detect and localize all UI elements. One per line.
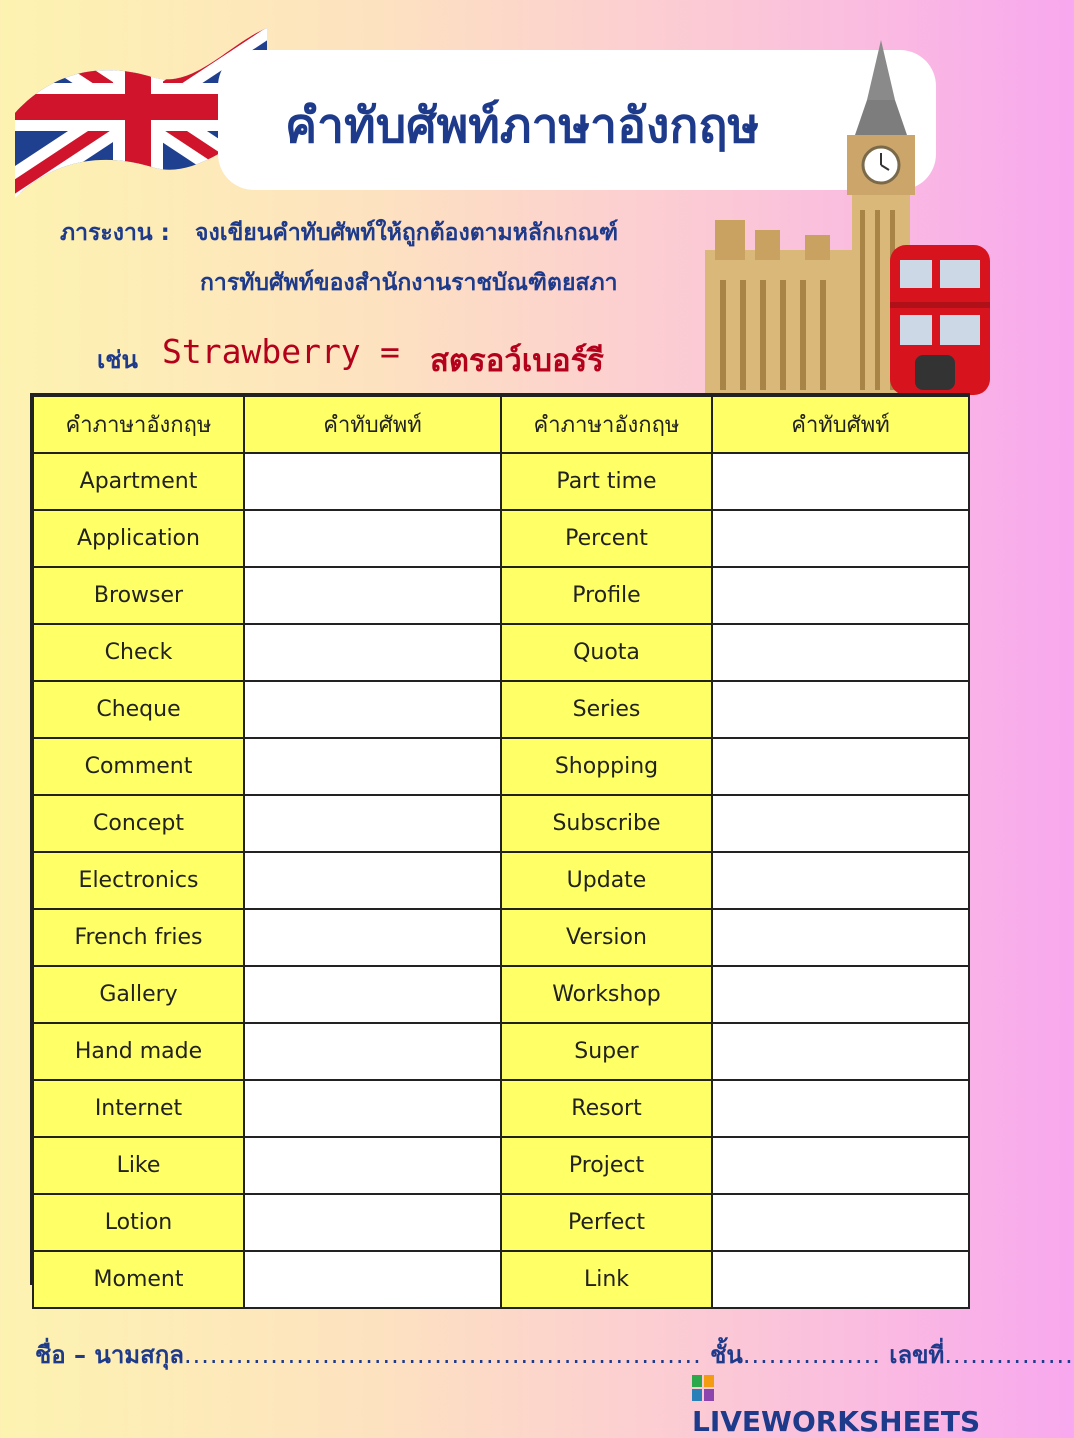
liveworksheets-logo [692,1372,1000,1438]
english-word-cell: Internet [33,1080,244,1137]
table-header-row [33,396,969,453]
table-row [33,1194,969,1251]
english-word-cell: Electronics [33,852,244,909]
transliteration-answer-cell[interactable] [244,909,501,966]
transliteration-answer-cell[interactable] [712,1023,969,1080]
transliteration-answer-cell[interactable] [712,1194,969,1251]
table-row [33,852,969,909]
transliteration-answer-cell[interactable] [712,852,969,909]
table-row [33,738,969,795]
english-word-cell: Browser [33,567,244,624]
english-word-cell: Perfect [501,1194,712,1251]
london-landmark-image [705,20,1000,395]
english-word-cell: Series [501,681,712,738]
english-word-cell: Cheque [33,681,244,738]
example-label: เช่น [97,346,138,374]
transliteration-answer-cell[interactable] [244,738,501,795]
task-instruction-line1: จงเขียนคำทับศัพท์ให้ถูกต้องตามหลักเกณฑ์ [195,220,619,246]
header-english-1: คำภาษาอังกฤษ [33,396,244,453]
number-field[interactable]: ............... [944,1341,1074,1369]
table-row [33,681,969,738]
english-word-cell: Apartment [33,453,244,510]
table-row [33,909,969,966]
example-equals: = [380,332,400,371]
header-english-2: คำภาษาอังกฤษ [501,396,712,453]
english-word-cell: Hand made [33,1023,244,1080]
transliteration-answer-cell[interactable] [712,795,969,852]
brand-text: LIVEWORKSHEETS [692,1405,981,1438]
transliteration-answer-cell[interactable] [244,1194,501,1251]
transliteration-answer-cell[interactable] [244,852,501,909]
transliteration-answer-cell[interactable] [712,453,969,510]
english-word-cell: Workshop [501,966,712,1023]
transliteration-answer-cell[interactable] [244,567,501,624]
name-field[interactable]: ............................................................ [184,1341,702,1369]
english-word-cell: Concept [33,795,244,852]
task-label: ภาระงาน : [60,220,170,246]
transliteration-answer-cell[interactable] [244,510,501,567]
english-word-cell: Gallery [33,966,244,1023]
transliteration-answer-cell[interactable] [244,795,501,852]
table-row [33,453,969,510]
liveworksheets-icon [692,1375,714,1401]
english-word-cell: Resort [501,1080,712,1137]
name-label: ชื่อ – นามสกุล [35,1341,185,1369]
vocabulary-table [30,393,970,1292]
english-word-cell: Update [501,852,712,909]
english-word-cell: Application [33,510,244,567]
example-english-word: Strawberry [162,332,361,371]
transliteration-answer-cell[interactable] [244,624,501,681]
table-row [33,1251,969,1308]
table-row [33,795,969,852]
transliteration-answer-cell[interactable] [712,1137,969,1194]
header-transliteration-1: คำทับศัพท์ [244,396,501,453]
table-row [33,567,969,624]
transliteration-answer-cell[interactable] [712,567,969,624]
english-word-cell: Profile [501,567,712,624]
english-word-cell: Comment [33,738,244,795]
header-transliteration-2: คำทับศัพท์ [712,396,969,453]
transliteration-answer-cell[interactable] [712,1251,969,1308]
transliteration-answer-cell[interactable] [244,1080,501,1137]
english-word-cell: Part time [501,453,712,510]
transliteration-answer-cell[interactable] [712,738,969,795]
english-word-cell: Version [501,909,712,966]
transliteration-answer-cell[interactable] [712,681,969,738]
transliteration-answer-cell[interactable] [244,1023,501,1080]
transliteration-answer-cell[interactable] [244,966,501,1023]
transliteration-answer-cell[interactable] [712,909,969,966]
transliteration-answer-cell[interactable] [712,1080,969,1137]
english-word-cell: French fries [33,909,244,966]
english-word-cell: Link [501,1251,712,1308]
number-label: เลขที่ [889,1341,945,1369]
transliteration-answer-cell[interactable] [712,510,969,567]
transliteration-answer-cell[interactable] [244,681,501,738]
english-word-cell: Check [33,624,244,681]
table-row [33,624,969,681]
english-word-cell: Super [501,1023,712,1080]
english-word-cell: Quota [501,624,712,681]
english-word-cell: Shopping [501,738,712,795]
table-row [33,966,969,1023]
english-word-cell: Project [501,1137,712,1194]
table-row [33,1080,969,1137]
english-word-cell: Lotion [33,1194,244,1251]
student-info-line [35,1335,1074,1374]
class-field[interactable]: ................ [742,1341,881,1369]
english-word-cell: Moment [33,1251,244,1308]
table-row [33,510,969,567]
task-instruction-line2: การทับศัพท์ของสำนักงานราชบัณฑิตยสภา [200,270,618,296]
transliteration-answer-cell[interactable] [712,966,969,1023]
english-word-cell: Percent [501,510,712,567]
transliteration-answer-cell[interactable] [244,1251,501,1308]
class-label: ชั้น [710,1341,743,1369]
table-row [33,1023,969,1080]
english-word-cell: Like [33,1137,244,1194]
transliteration-answer-cell[interactable] [244,1137,501,1194]
page-title: คำทับศัพท์ภาษาอังกฤษ [285,98,760,154]
table-row [33,1137,969,1194]
transliteration-answer-cell[interactable] [712,624,969,681]
english-word-cell: Subscribe [501,795,712,852]
example-thai-word: สตรอว์เบอร์รี [430,343,604,379]
transliteration-answer-cell[interactable] [244,453,501,510]
